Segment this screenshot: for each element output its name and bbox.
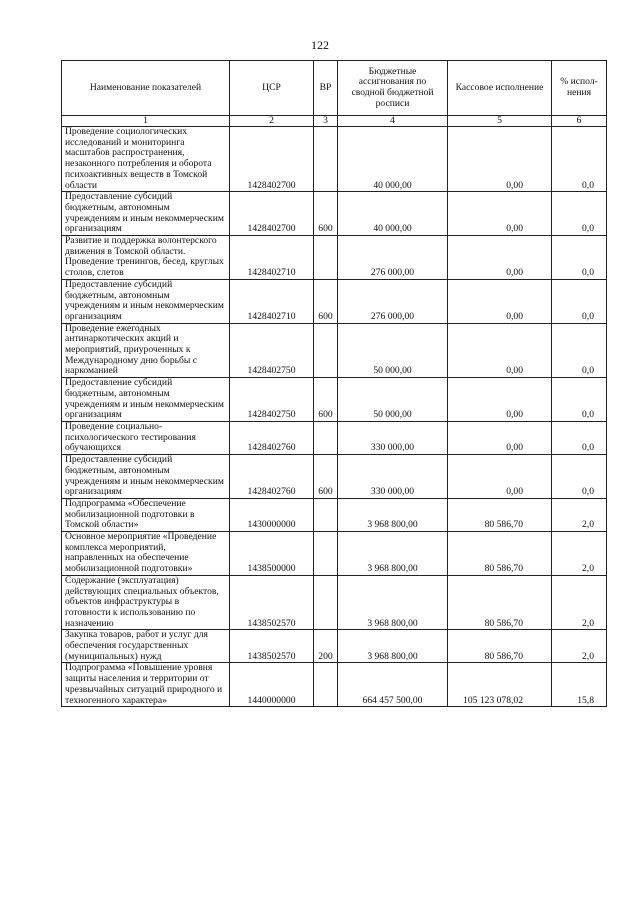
row-vr — [314, 127, 338, 192]
row-vr — [314, 498, 338, 531]
row-name: Содержание (эксплуатация) действующих специальных объектов, объектов инфраструктуры в готовности к использованию по назначению — [62, 575, 230, 630]
table-row — [62, 498, 607, 531]
row-vr: 600 — [314, 279, 338, 323]
row-name: Закупка товаров, работ и услуг для обеспечения государственных (муниципальных) нужд — [62, 630, 230, 663]
row-pct: 0,0 — [552, 192, 607, 236]
row-pct: 2,0 — [552, 532, 607, 576]
row-name: Основное мероприятие «Проведение комплекса мероприятий, направленных на обеспечение мобилизационной подготовки» — [62, 532, 230, 576]
table-row — [62, 378, 607, 422]
row-vr — [314, 532, 338, 576]
row-name: Предоставление субсидий бюджетным, автономным учреждениям и иным некоммерческим организациям — [62, 455, 230, 499]
column-number: 6 — [552, 116, 607, 127]
row-vr — [314, 663, 338, 707]
row-cash: 0,00 — [448, 323, 552, 378]
row-name: Предоставление субсидий бюджетным, автономным учреждениям и иным некоммерческим организациям — [62, 192, 230, 236]
row-budget: 3 968 800,00 — [338, 532, 448, 576]
row-csr: 1428402700 — [230, 192, 314, 236]
table-row — [62, 127, 607, 192]
row-csr: 1428402750 — [230, 378, 314, 422]
row-name: Проведение социально-психологического тестирования обучающихся — [62, 421, 230, 454]
table-row — [62, 455, 607, 499]
column-number-row — [62, 116, 607, 127]
row-pct: 0,0 — [552, 323, 607, 378]
header-cash: Кассовое исполнение — [448, 61, 552, 116]
row-cash: 0,00 — [448, 192, 552, 236]
row-pct: 0,0 — [552, 421, 607, 454]
row-budget: 3 968 800,00 — [338, 630, 448, 663]
row-budget: 50 000,00 — [338, 323, 448, 378]
row-csr: 1438500000 — [230, 532, 314, 576]
row-cash: 0,00 — [448, 127, 552, 192]
row-vr: 600 — [314, 192, 338, 236]
row-csr: 1428402750 — [230, 323, 314, 378]
row-csr: 1428402710 — [230, 279, 314, 323]
column-number: 1 — [62, 116, 230, 127]
row-budget: 40 000,00 — [338, 127, 448, 192]
row-cash: 0,00 — [448, 421, 552, 454]
row-csr: 1428402760 — [230, 421, 314, 454]
row-vr: 200 — [314, 630, 338, 663]
table-row — [62, 192, 607, 236]
header-row — [62, 61, 607, 116]
row-vr: 600 — [314, 378, 338, 422]
column-number: 5 — [448, 116, 552, 127]
table-row — [62, 236, 607, 280]
row-csr: 1428402710 — [230, 236, 314, 280]
row-vr — [314, 575, 338, 630]
column-number: 2 — [230, 116, 314, 127]
row-name: Развитие и поддержка волонтерского движения в Томской области. Проведение тренингов, бесед, круглых столов, слетов — [62, 236, 230, 280]
row-name: Проведение ежегодных антинаркотических акций и мероприятий, приуроченных к Международному дню борьбы с наркоманией — [62, 323, 230, 378]
row-pct: 0,0 — [552, 236, 607, 280]
row-name: Проведение социологических исследований и мониторинга масштабов распространения, незаконного потребления и оборота психоактивных веществ в Томской области — [62, 127, 230, 192]
row-budget: 330 000,00 — [338, 421, 448, 454]
row-cash: 80 586,70 — [448, 575, 552, 630]
row-vr — [314, 421, 338, 454]
header-pct: % испол-нения — [552, 61, 607, 116]
table-row — [62, 663, 607, 707]
row-cash: 0,00 — [448, 455, 552, 499]
row-name: Предоставление субсидий бюджетным, автономным учреждениям и иным некоммерческим организациям — [62, 279, 230, 323]
table-row — [62, 630, 607, 663]
row-name: Предоставление субсидий бюджетным, автономным учреждениям и иным некоммерческим организациям — [62, 378, 230, 422]
row-cash: 80 586,70 — [448, 532, 552, 576]
row-pct: 2,0 — [552, 575, 607, 630]
row-budget: 276 000,00 — [338, 279, 448, 323]
row-budget: 40 000,00 — [338, 192, 448, 236]
header-budget: Бюджетные ассигнования по сводной бюджетной росписи — [338, 61, 448, 116]
row-cash: 0,00 — [448, 236, 552, 280]
table-row — [62, 279, 607, 323]
row-vr — [314, 236, 338, 280]
row-pct: 2,0 — [552, 498, 607, 531]
row-budget: 276 000,00 — [338, 236, 448, 280]
row-csr: 1438502570 — [230, 630, 314, 663]
row-cash: 0,00 — [448, 378, 552, 422]
table-row — [62, 421, 607, 454]
row-csr: 1428402700 — [230, 127, 314, 192]
row-name: Подпрограмма «Повышение уровня защиты населения и территории от чрезвычайных ситуаций природного и техногенного характера» — [62, 663, 230, 707]
column-number: 4 — [338, 116, 448, 127]
table-row — [62, 323, 607, 378]
row-cash: 80 586,70 — [448, 498, 552, 531]
row-csr: 1440000000 — [230, 663, 314, 707]
row-pct: 0,0 — [552, 378, 607, 422]
row-vr — [314, 323, 338, 378]
row-name: Подпрограмма «Обеспечение мобилизационной подготовки в Томской области» — [62, 498, 230, 531]
row-budget: 330 000,00 — [338, 455, 448, 499]
row-budget: 664 457 500,00 — [338, 663, 448, 707]
header-vr: ВР — [314, 61, 338, 116]
column-number: 3 — [314, 116, 338, 127]
header-csr: ЦСР — [230, 61, 314, 116]
row-cash: 105 123 078,02 — [448, 663, 552, 707]
table-row — [62, 532, 607, 576]
row-pct: 0,0 — [552, 455, 607, 499]
row-csr: 1428402760 — [230, 455, 314, 499]
row-budget: 3 968 800,00 — [338, 575, 448, 630]
row-pct: 2,0 — [552, 630, 607, 663]
row-csr: 1438502570 — [230, 575, 314, 630]
row-csr: 1430000000 — [230, 498, 314, 531]
row-pct: 0,0 — [552, 279, 607, 323]
row-vr: 600 — [314, 455, 338, 499]
budget-execution-table — [61, 60, 607, 707]
row-cash: 0,00 — [448, 279, 552, 323]
row-pct: 0,0 — [552, 127, 607, 192]
header-name: Наименование показателей — [62, 61, 230, 116]
row-budget: 50 000,00 — [338, 378, 448, 422]
row-pct: 15,8 — [552, 663, 607, 707]
row-cash: 80 586,70 — [448, 630, 552, 663]
page-number: 122 — [311, 38, 329, 52]
table-row — [62, 575, 607, 630]
row-budget: 3 968 800,00 — [338, 498, 448, 531]
